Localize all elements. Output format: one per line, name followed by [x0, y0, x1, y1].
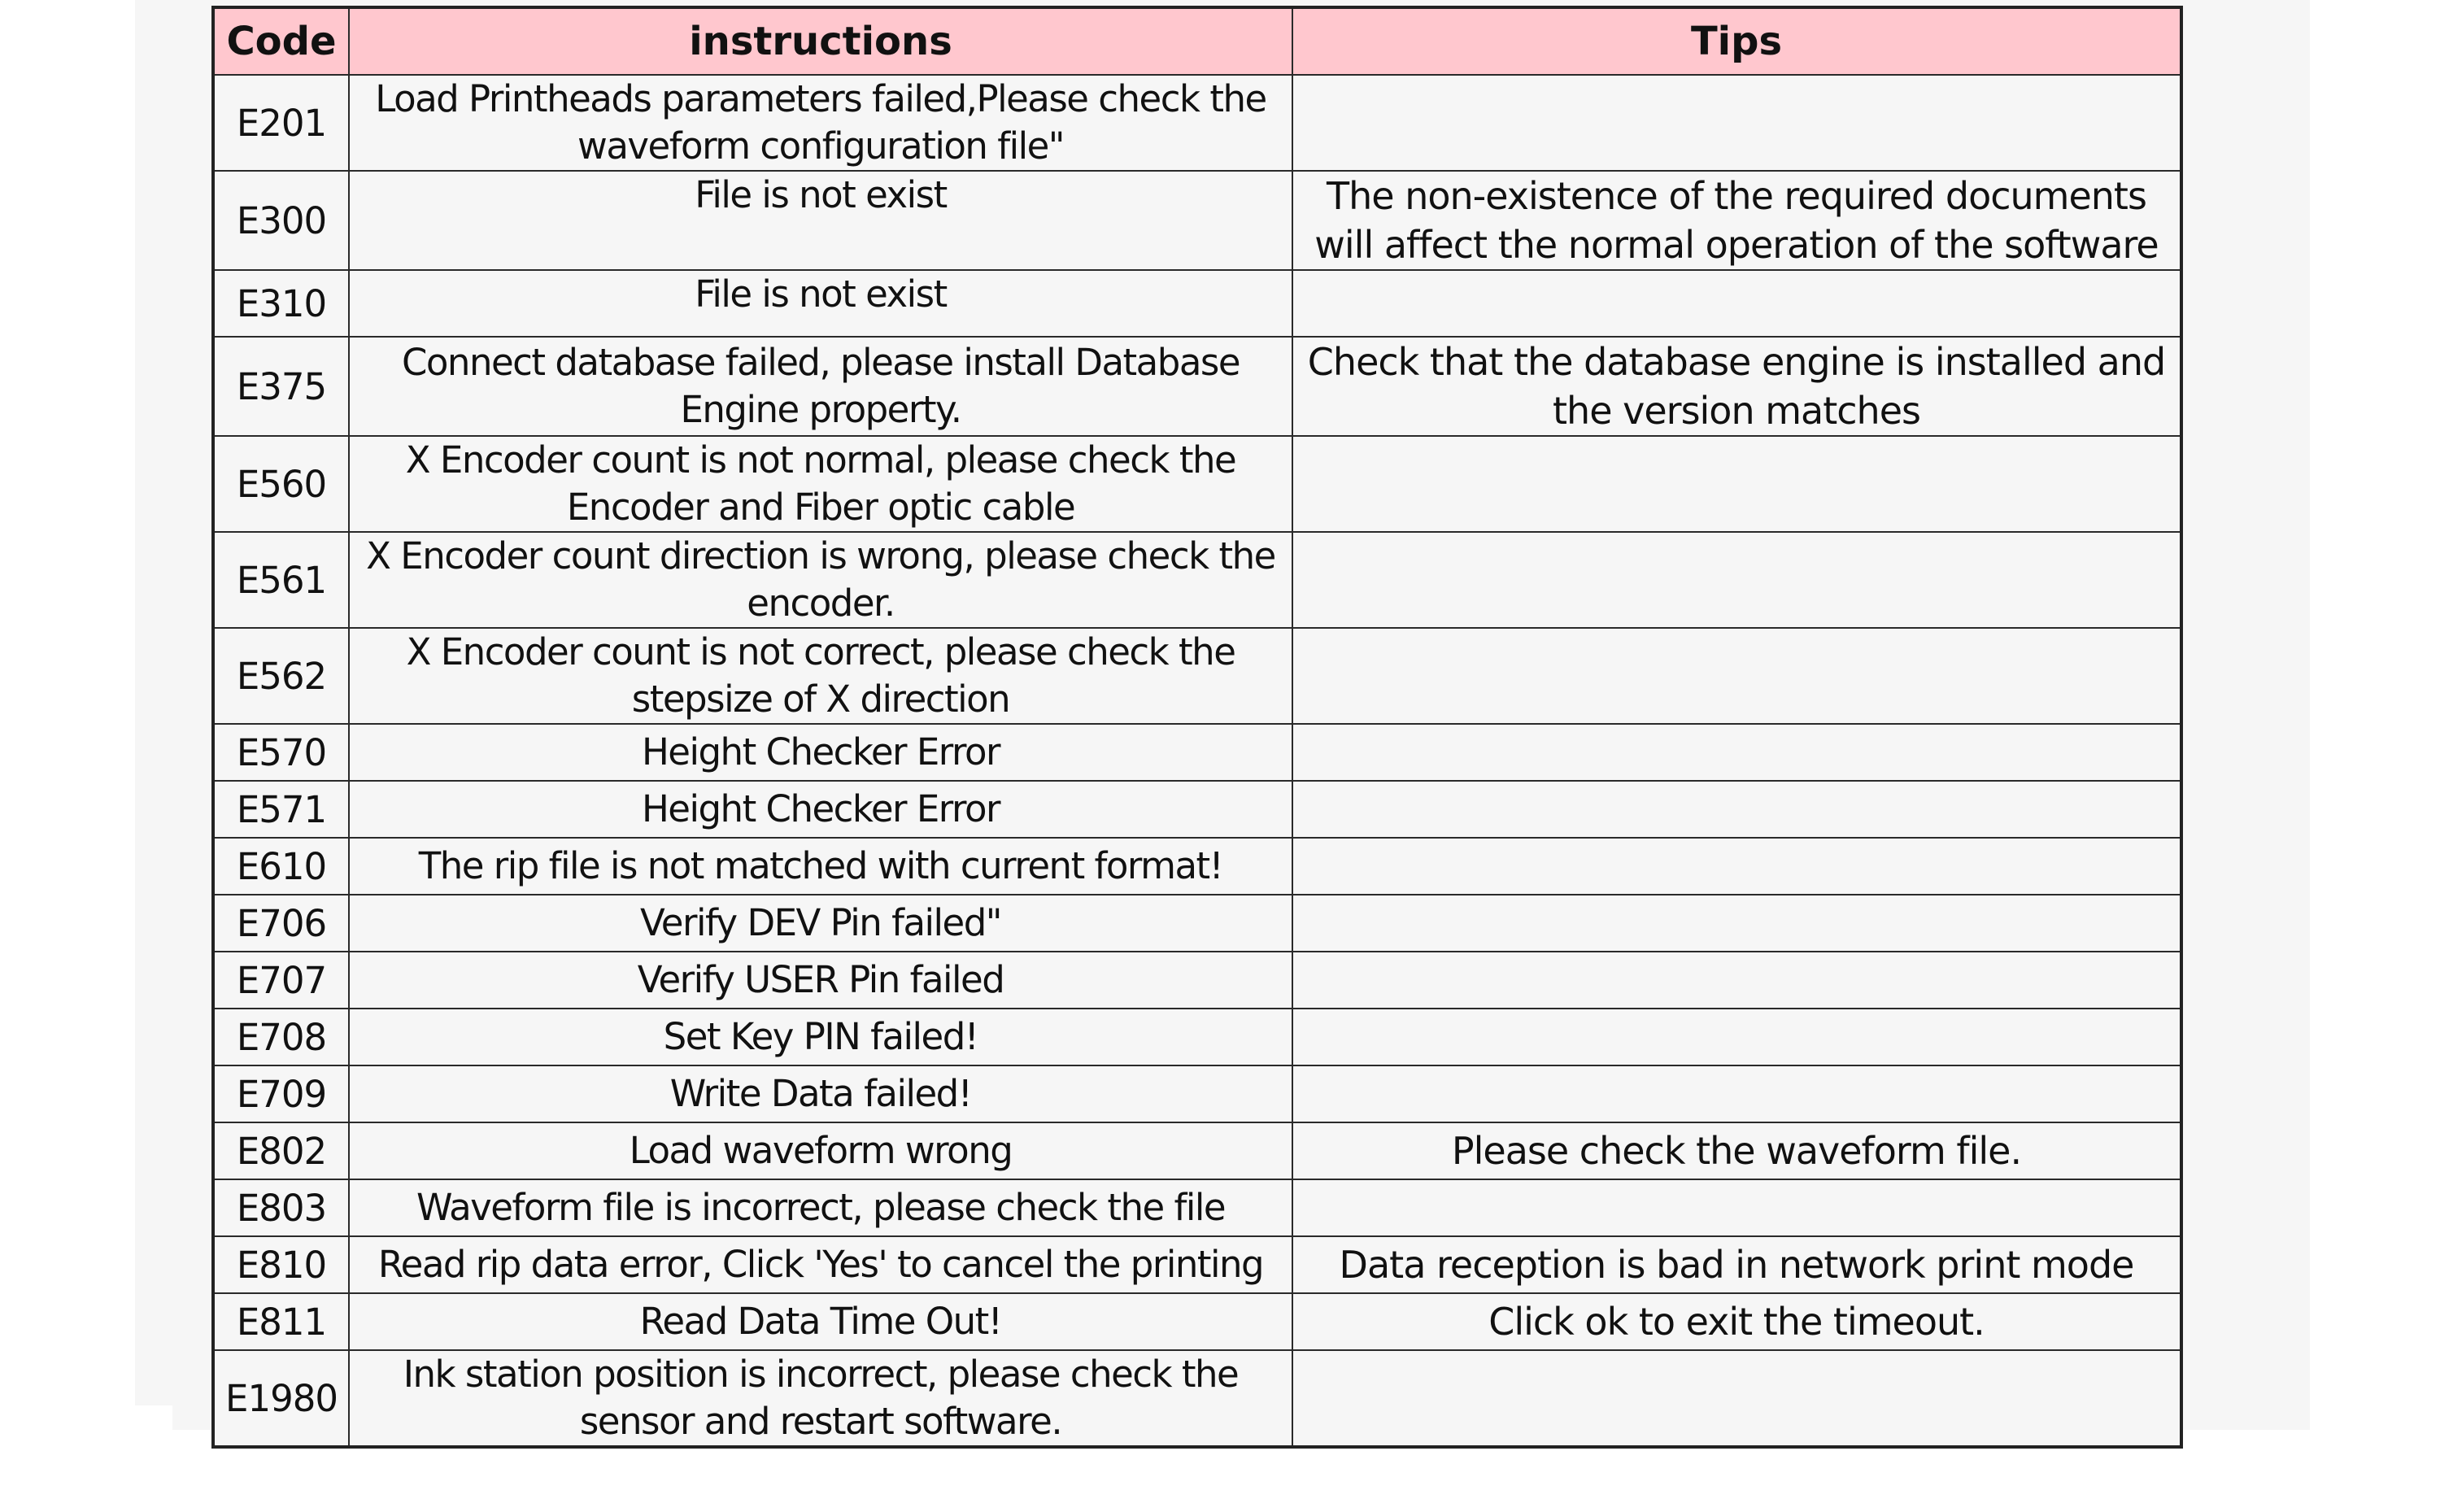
cell-instructions: X Encoder count is not correct, please check the stepsize of X direction — [349, 628, 1292, 724]
table-row-e201 — [213, 75, 2181, 171]
cell-code: E310 — [213, 270, 349, 337]
cell-instructions: Load Printheads parameters failed,Please check the waveform configuration file" — [349, 75, 1292, 171]
cell-tips — [1292, 1009, 2181, 1065]
cell-instructions: Connect database failed, please install Database Engine property. — [349, 337, 1292, 436]
table-row-e570 — [213, 724, 2181, 781]
cell-instructions: X Encoder count is not normal, please check the Encoder and Fiber optic cable — [349, 436, 1292, 532]
header-row — [213, 7, 2181, 75]
cell-code: E802 — [213, 1122, 349, 1179]
cell-tips — [1292, 724, 2181, 781]
cell-instructions: Load waveform wrong — [349, 1122, 1292, 1179]
cell-tips — [1292, 532, 2181, 628]
table-row-e560 — [213, 436, 2181, 532]
cell-code: E570 — [213, 724, 349, 781]
table-row-e810 — [213, 1236, 2181, 1293]
cell-instructions: Write Data failed! — [349, 1065, 1292, 1122]
cell-instructions: X Encoder count direction is wrong, please check the encoder. — [349, 532, 1292, 628]
cell-code: E1980 — [213, 1350, 349, 1447]
cell-instructions: Set Key PIN failed! — [349, 1009, 1292, 1065]
cell-code: E571 — [213, 781, 349, 838]
table-row-e803 — [213, 1179, 2181, 1236]
cell-code: E562 — [213, 628, 349, 724]
header-code: Code — [213, 7, 349, 75]
cell-instructions: Height Checker Error — [349, 781, 1292, 838]
cell-tips — [1292, 628, 2181, 724]
cell-instructions: Verify DEV Pin failed" — [349, 895, 1292, 952]
cell-code: E300 — [213, 171, 349, 270]
header-instructions: instructions — [349, 7, 1292, 75]
cell-code: E375 — [213, 337, 349, 436]
table-row-e610 — [213, 838, 2181, 895]
cell-instructions: Height Checker Error — [349, 724, 1292, 781]
header-tips: Tips — [1292, 7, 2181, 75]
cell-tips — [1292, 838, 2181, 895]
cell-tips: Data reception is bad in network print mode — [1292, 1236, 2181, 1293]
cell-instructions: File is not exist — [349, 171, 1292, 270]
cell-instructions: Read Data Time Out! — [349, 1293, 1292, 1350]
table-row-e802 — [213, 1122, 2181, 1179]
page-background-notch — [135, 1405, 172, 1438]
cell-code: E709 — [213, 1065, 349, 1122]
table-row-e375 — [213, 337, 2181, 436]
table-header — [213, 7, 2181, 75]
cell-code: E201 — [213, 75, 349, 171]
cell-tips — [1292, 1179, 2181, 1236]
table-row-e708 — [213, 1009, 2181, 1065]
cell-tips — [1292, 436, 2181, 532]
cell-instructions: File is not exist — [349, 270, 1292, 337]
cell-tips: Click ok to exit the timeout. — [1292, 1293, 2181, 1350]
cell-instructions: Verify USER Pin failed — [349, 952, 1292, 1009]
cell-tips — [1292, 75, 2181, 171]
error-code-table — [211, 6, 2183, 1449]
cell-tips: The non-existence of the required documents will affect the normal operation of the software — [1292, 171, 2181, 270]
cell-instructions: The rip file is not matched with current format! — [349, 838, 1292, 895]
cell-tips: Check that the database engine is installed and the version matches — [1292, 337, 2181, 436]
cell-tips — [1292, 270, 2181, 337]
cell-instructions: Ink station position is incorrect, please check the sensor and restart software. — [349, 1350, 1292, 1447]
table-row-e571 — [213, 781, 2181, 838]
table-row-e709 — [213, 1065, 2181, 1122]
cell-tips — [1292, 1065, 2181, 1122]
table-row-e310 — [213, 270, 2181, 337]
cell-instructions: Read rip data error, Click 'Yes' to cancel the printing — [349, 1236, 1292, 1293]
table-row-e300 — [213, 171, 2181, 270]
table-row-e706 — [213, 895, 2181, 952]
cell-code: E811 — [213, 1293, 349, 1350]
cell-code: E560 — [213, 436, 349, 532]
table-row-e562 — [213, 628, 2181, 724]
cell-instructions: Waveform file is incorrect, please check the file — [349, 1179, 1292, 1236]
cell-tips — [1292, 781, 2181, 838]
cell-code: E707 — [213, 952, 349, 1009]
cell-code: E561 — [213, 532, 349, 628]
cell-code: E706 — [213, 895, 349, 952]
cell-code: E708 — [213, 1009, 349, 1065]
table-row-e707 — [213, 952, 2181, 1009]
cell-code: E810 — [213, 1236, 349, 1293]
cell-tips — [1292, 1350, 2181, 1447]
table-row-e811 — [213, 1293, 2181, 1350]
cell-tips — [1292, 952, 2181, 1009]
table-row-e1980 — [213, 1350, 2181, 1447]
cell-tips: Please check the waveform file. — [1292, 1122, 2181, 1179]
table-body — [213, 75, 2181, 1447]
cell-tips — [1292, 895, 2181, 952]
cell-code: E803 — [213, 1179, 349, 1236]
table-row-e561 — [213, 532, 2181, 628]
cell-code: E610 — [213, 838, 349, 895]
